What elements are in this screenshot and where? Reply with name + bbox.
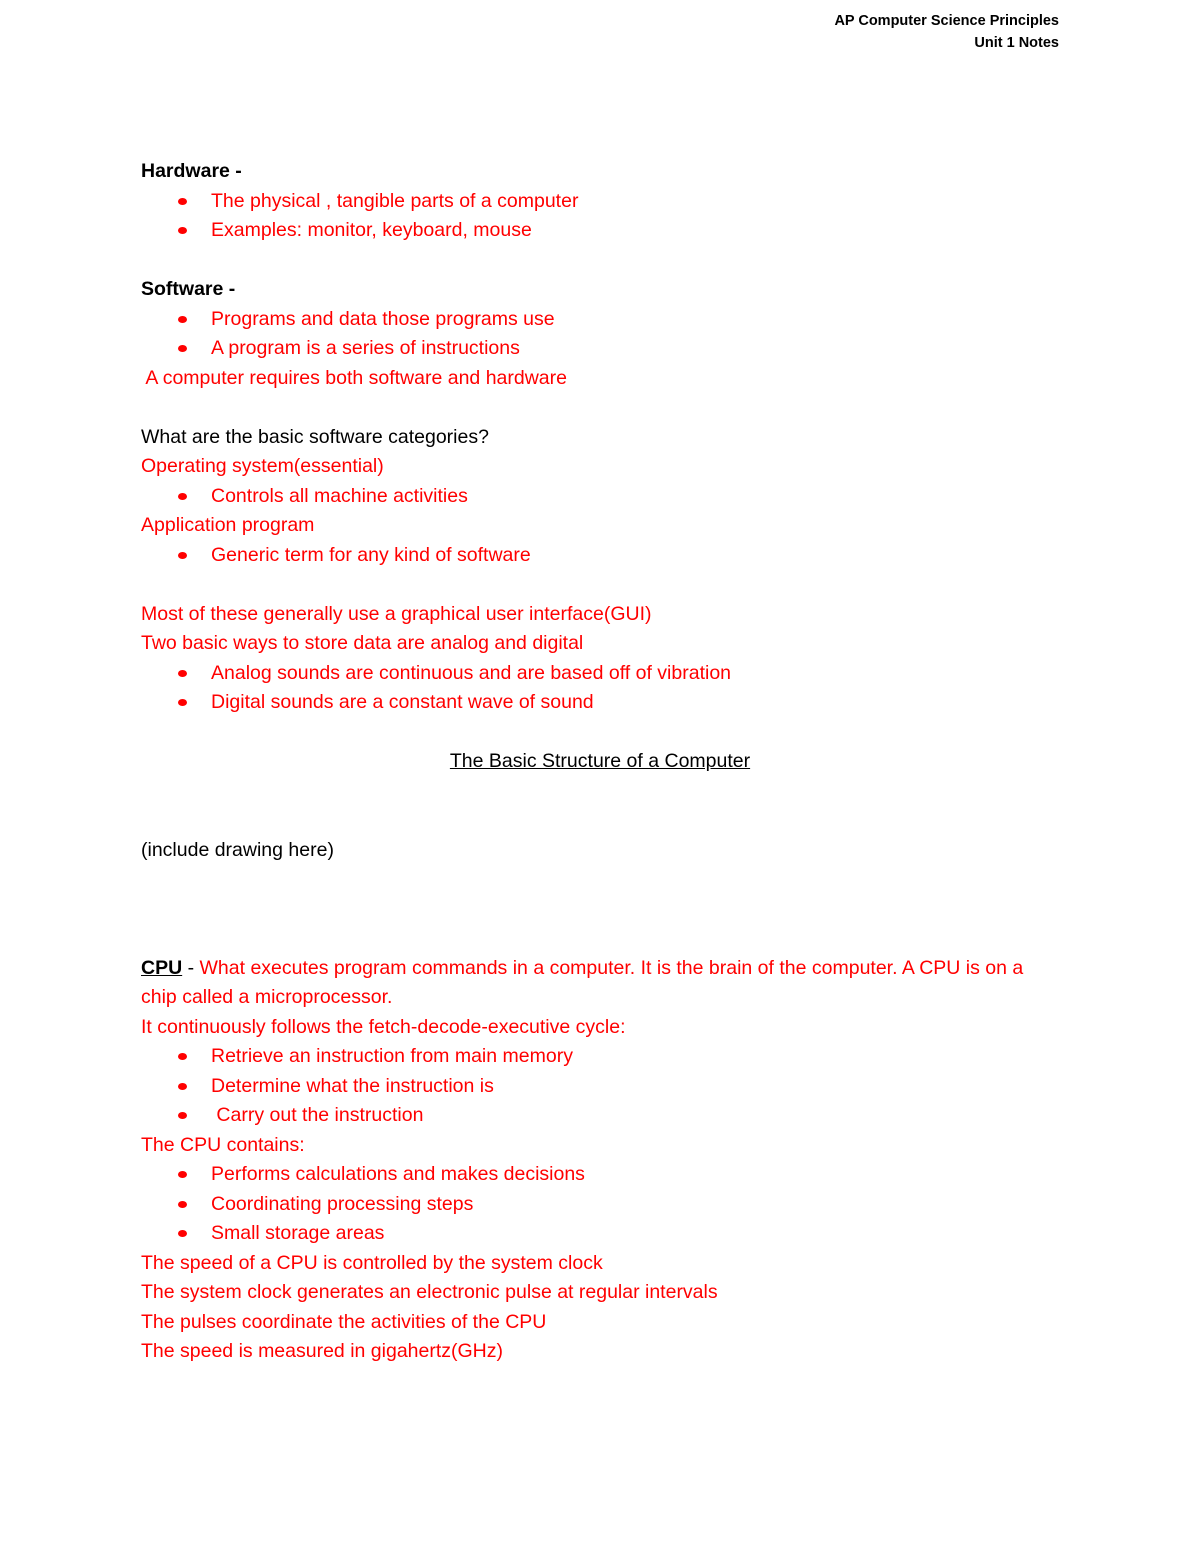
- list-item: Determine what the instruction is: [141, 1072, 1061, 1102]
- bullet-icon: [178, 227, 187, 234]
- list-item: Coordinating processing steps: [141, 1190, 1061, 1220]
- list-item: Programs and data those programs use: [141, 305, 1061, 335]
- os-label: Operating system(essential): [141, 455, 384, 477]
- bullet-icon: [178, 1112, 187, 1119]
- cpu-definition: CPU - What executes program commands in a computer. It is the brain of the computer. A CPU is on a chip called a microprocessor.: [141, 956, 1024, 1008]
- bullet-icon: [178, 1201, 187, 1208]
- list-item: A program is a series of instructions: [141, 334, 1061, 364]
- drawing-placeholder: (include drawing here): [141, 838, 334, 861]
- bullet-icon: [178, 345, 187, 352]
- bullet-icon: [178, 198, 187, 205]
- hardware-heading: Hardware -: [141, 160, 242, 182]
- cycle-intro: It continuously follows the fetch-decode-executive cycle:: [141, 1015, 626, 1038]
- categories-question: What are the basic software categories?: [141, 425, 489, 448]
- list-item: Carry out the instruction: [141, 1101, 1061, 1131]
- contains-intro: The CPU contains:: [141, 1133, 305, 1156]
- gui-note: Most of these generally use a graphical user interface(GUI): [141, 602, 652, 625]
- bullet-icon: [178, 1083, 187, 1090]
- speed-line: The system clock generates an electronic pulse at regular intervals: [141, 1281, 718, 1303]
- bullet-icon: [178, 1171, 187, 1178]
- structure-title-row: [141, 747, 1061, 777]
- cpu-term: CPU: [141, 956, 183, 979]
- bullet-icon: [178, 1230, 187, 1237]
- list-item: The physical , tangible parts of a computer: [141, 187, 1061, 217]
- list-item: Generic term for any kind of software: [141, 541, 1061, 571]
- course-title: AP Computer Science Principles: [834, 13, 1059, 29]
- speed-line: The pulses coordinate the activities of the CPU: [141, 1310, 547, 1333]
- list-item: Analog sounds are continuous and are based off of vibration: [141, 659, 1061, 689]
- bullet-icon: [178, 670, 187, 677]
- bullet-icon: [178, 699, 187, 706]
- notes-body: [141, 157, 1061, 1367]
- structure-title: The Basic Structure of a Computer: [449, 750, 751, 772]
- list-item: Small storage areas: [141, 1219, 1061, 1249]
- storage-ways: Two basic ways to store data are analog and digital: [141, 632, 584, 654]
- bullet-icon: [178, 1053, 187, 1060]
- software-note: A computer requires both software and hardware: [141, 366, 567, 389]
- bullet-icon: [178, 316, 187, 323]
- unit-title: Unit 1 Notes: [974, 35, 1059, 51]
- app-label: Application program: [141, 514, 315, 536]
- bullet-icon: [178, 552, 187, 559]
- list-item: Examples: monitor, keyboard, mouse: [141, 216, 1061, 246]
- speed-line: The speed of a CPU is controlled by the system clock: [141, 1251, 603, 1274]
- list-item: Digital sounds are a constant wave of sound: [141, 688, 1061, 718]
- speed-line: The speed is measured in gigahertz(GHz): [141, 1340, 503, 1362]
- list-item: Performs calculations and makes decisions: [141, 1160, 1061, 1190]
- document-header: [834, 10, 1059, 54]
- software-heading: Software -: [141, 278, 236, 300]
- list-item: Retrieve an instruction from main memory: [141, 1042, 1061, 1072]
- list-item: Controls all machine activities: [141, 482, 1061, 512]
- bullet-icon: [178, 493, 187, 500]
